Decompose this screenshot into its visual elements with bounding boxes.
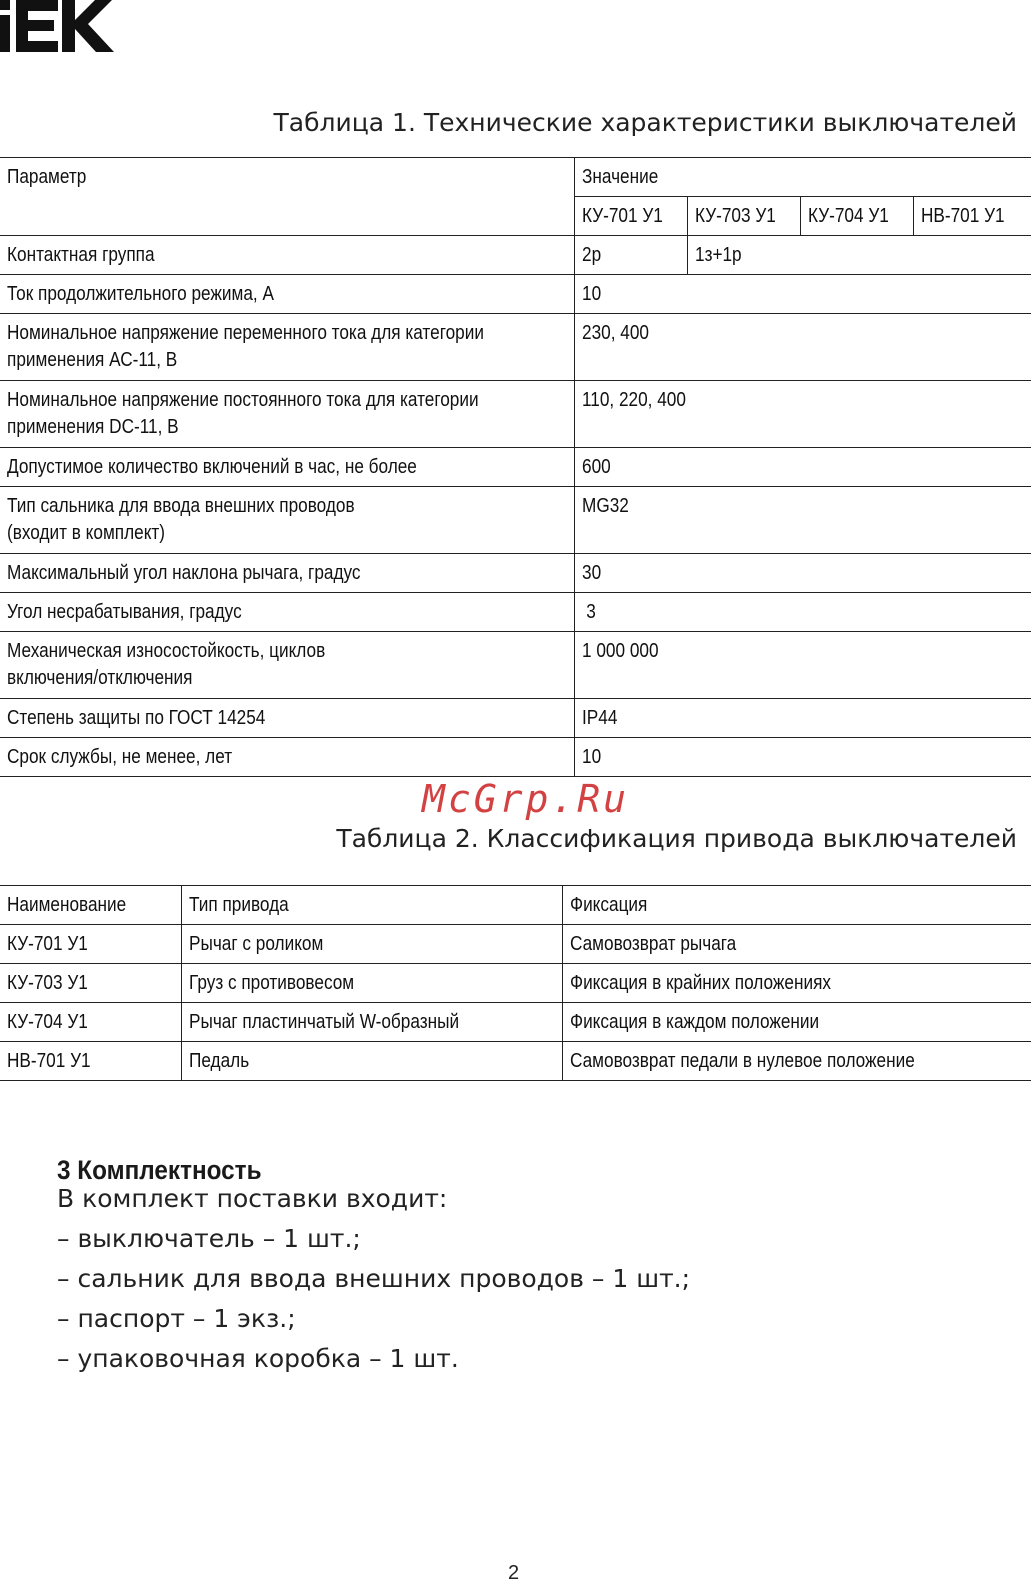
table-cell: Самовозврат рычага [562,925,1031,964]
table-row [0,236,1031,275]
table-cell: Фиксация в крайних положениях [562,964,1031,1003]
value-cell: IP44 [575,699,1032,738]
param-cell: Контактная группа [0,236,575,275]
value-cell: MG32 [575,487,1032,554]
list-item: – сальник для ввода внешних проводов – 1 шт.; [57,1264,691,1293]
list-item: – упаковочная коробка – 1 шт. [57,1344,459,1373]
list-item: – выключатель – 1 шт.; [57,1224,361,1253]
page-number: 2 [508,1562,520,1584]
specs-table [0,157,1031,777]
column-header: Фиксация [562,886,1031,925]
section-intro: В комплект поставки входит: [57,1184,448,1213]
param-cell: Номинальное напряжение постоянного тока для категории применения DC-11, В [0,381,575,448]
drive-classification-table [0,885,1031,1081]
table-row [0,632,1031,699]
table-cell: НВ-701 У1 [0,1042,181,1081]
table-row [0,1003,1031,1042]
param-cell: Тип сальника для ввода внешних проводов (входит в комплект) [0,487,575,554]
param-cell: Ток продолжительного режима, А [0,275,575,314]
table-cell: Педаль [181,1042,562,1081]
value-cell: 1з+1р [687,236,1031,275]
value-cell: 600 [575,448,1032,487]
param-cell: Срок службы, не менее, лет [0,738,575,777]
table-row [0,381,1031,448]
param-cell: Номинальное напряжение переменного тока для категории применения АС-11, В [0,314,575,381]
table-row [0,593,1031,632]
table-row [0,487,1031,554]
table-cell: Самовозврат педали в нулевое положение [562,1042,1031,1081]
table-cell: Фиксация в каждом положении [562,1003,1031,1042]
watermark: McGrp.Ru [422,777,630,821]
table-row [0,964,1031,1003]
value-cell: 2р [575,236,688,275]
value-cell: 10 [575,275,1032,314]
value-cell: 1 000 000 [575,632,1032,699]
table-cell: КУ-703 У1 [0,964,181,1003]
table-row [0,275,1031,314]
param-cell: Допустимое количество включений в час, не более [0,448,575,487]
value-cell: 230, 400 [575,314,1032,381]
param-cell: Степень защиты по ГОСТ 14254 [0,699,575,738]
table-row [0,1042,1031,1081]
table2-caption: Таблица 2. Классификация привода выключателей [336,824,1017,853]
table-row [0,554,1031,593]
table-cell: Рычаг с роликом [181,925,562,964]
table-cell: КУ-701 У1 [0,925,181,964]
table-cell: Рычаг пластинчатый W-образный [181,1003,562,1042]
table-row [0,925,1031,964]
model-header: КУ-704 У1 [800,197,913,236]
table-cell: Груз с противовесом [181,964,562,1003]
param-cell: Механическая износостойкость, циклов включения/отключения [0,632,575,699]
value-cell: 110, 220, 400 [575,381,1032,448]
table-cell: КУ-704 У1 [0,1003,181,1042]
list-item: – паспорт – 1 экз.; [57,1304,296,1333]
value-cell: 30 [575,554,1032,593]
table-row [0,448,1031,487]
param-cell: Максимальный угол наклона рычага, градус [0,554,575,593]
model-header: КУ-703 У1 [687,197,800,236]
table-row [0,699,1031,738]
table-header-row [0,886,1031,925]
value-cell: 3 [575,593,1032,632]
section-title: 3 Комплектность [57,1155,262,1185]
column-header: Наименование [0,886,181,925]
header-value: Значение [575,158,1032,197]
value-cell: 10 [575,738,1032,777]
iek-logo [0,0,116,54]
table-row [0,314,1031,381]
table-row [0,738,1031,777]
header-param: Параметр [0,158,575,236]
table1-caption: Таблица 1. Технические характеристики выключателей [273,108,1017,137]
column-header: Тип привода [181,886,562,925]
model-header: КУ-701 У1 [575,197,688,236]
model-header: НВ-701 У1 [913,197,1031,236]
param-cell: Угол несрабатывания, градус [0,593,575,632]
